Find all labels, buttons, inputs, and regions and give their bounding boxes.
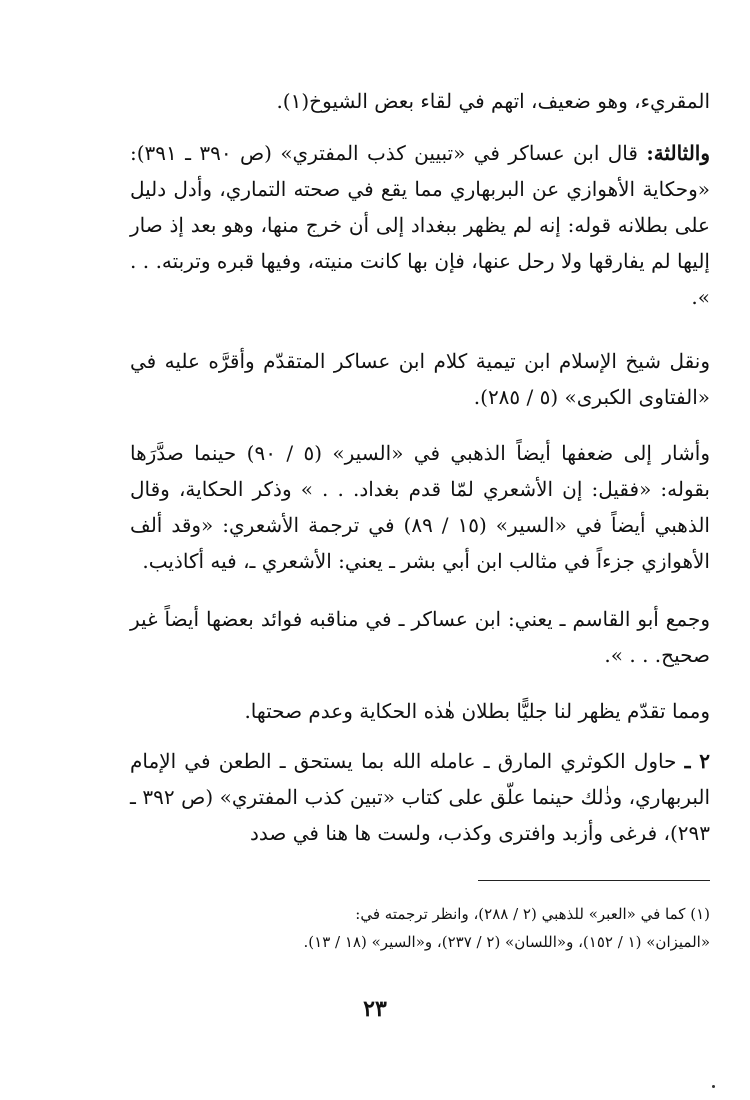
paragraph-5: وجمع أبو القاسم ـ يعني: ابن عساكر ـ في مناقبه فوائد بعضها أيضاً غير صحيح. . . ».: [130, 607, 710, 667]
paragraph-3: ونقل شيخ الإسلام ابن تيمية كلام ابن عساكر المتقدّم وأقرَّه عليه في «الفتاوى الكبرى» (٥ / ٢٨٥).: [130, 349, 710, 409]
paragraph-4: وأشار إلى ضعفها أيضاً الذهبي في «السير» (٥ / ٩٠) حينما صدَّرَها بقوله: «فقيل: إن الأشعري لمّا قدم بغداد. . . » وذكر الحكاية، وقال الذهبي أيضاً في «السير» (١٥ / ٨٩) في ترجمة الأشعري: «وقد ألف الأهوازي جزءاً في مثالب ابن أبي بشر ـ يعني: الأشعري ـ، فيه أكاذيب.: [130, 441, 711, 573]
paragraph-2-text: قال ابن عساكر في «تبيين كذب المفتري» (ص ٣٩٠ ـ ٣٩١): «وحكاية الأهوازي عن البربهاري مما يقع في صحته التماري، وأدل دليل على بطلانه قوله: إنه لم يظهر ببغداد إلى أن خرج منها، وهو بعد إذ صار إليها لم يفارقها ولا رحل عنها، فإن بها كانت منيته، وفيها قبره وتربته. . . ».: [130, 141, 710, 309]
paragraph-7: [130, 743, 710, 851]
paragraph-6: ومما تقدّم يظهر لنا جليًّا بطلان هٰذه الحكاية وعدم صحتها.: [244, 699, 710, 723]
paragraph-1: المقريء، وهو ضعيف، اتهم في لقاء بعض الشيوخ(١).: [276, 89, 710, 113]
page-number: ٢٣: [363, 996, 387, 1022]
paragraph-7-number: ٢ ـ: [684, 749, 710, 773]
footnote-line-2: «الميزان» (١ / ١٥٢)، و«اللسان» (٢ / ٢٣٧)، و«السير» (١٨ / ١٣).: [303, 933, 710, 951]
footnote-divider: [478, 880, 710, 881]
paragraph-2: [130, 135, 710, 315]
footnote-line-1: (١) كما في «العبر» للذهبي (٢ / ٢٨٨)، وانظر ترجمته في:: [355, 905, 710, 923]
scan-dot: [712, 1085, 715, 1088]
paragraph-7-text: حاول الكوثري المارق ـ عامله الله بما يستحق ـ الطعن في الإمام البربهاري، وذٰلك حينما علّق على كتاب «تبين كذب المفتري» (ص ٣٩٢ ـ ٢٩٣)، فرغى وأزبد وافترى وكذب، ولست ها هنا في صدد: [130, 749, 711, 845]
paragraph-2-label: والثالثة:: [646, 141, 710, 165]
footnotes: [130, 900, 710, 956]
